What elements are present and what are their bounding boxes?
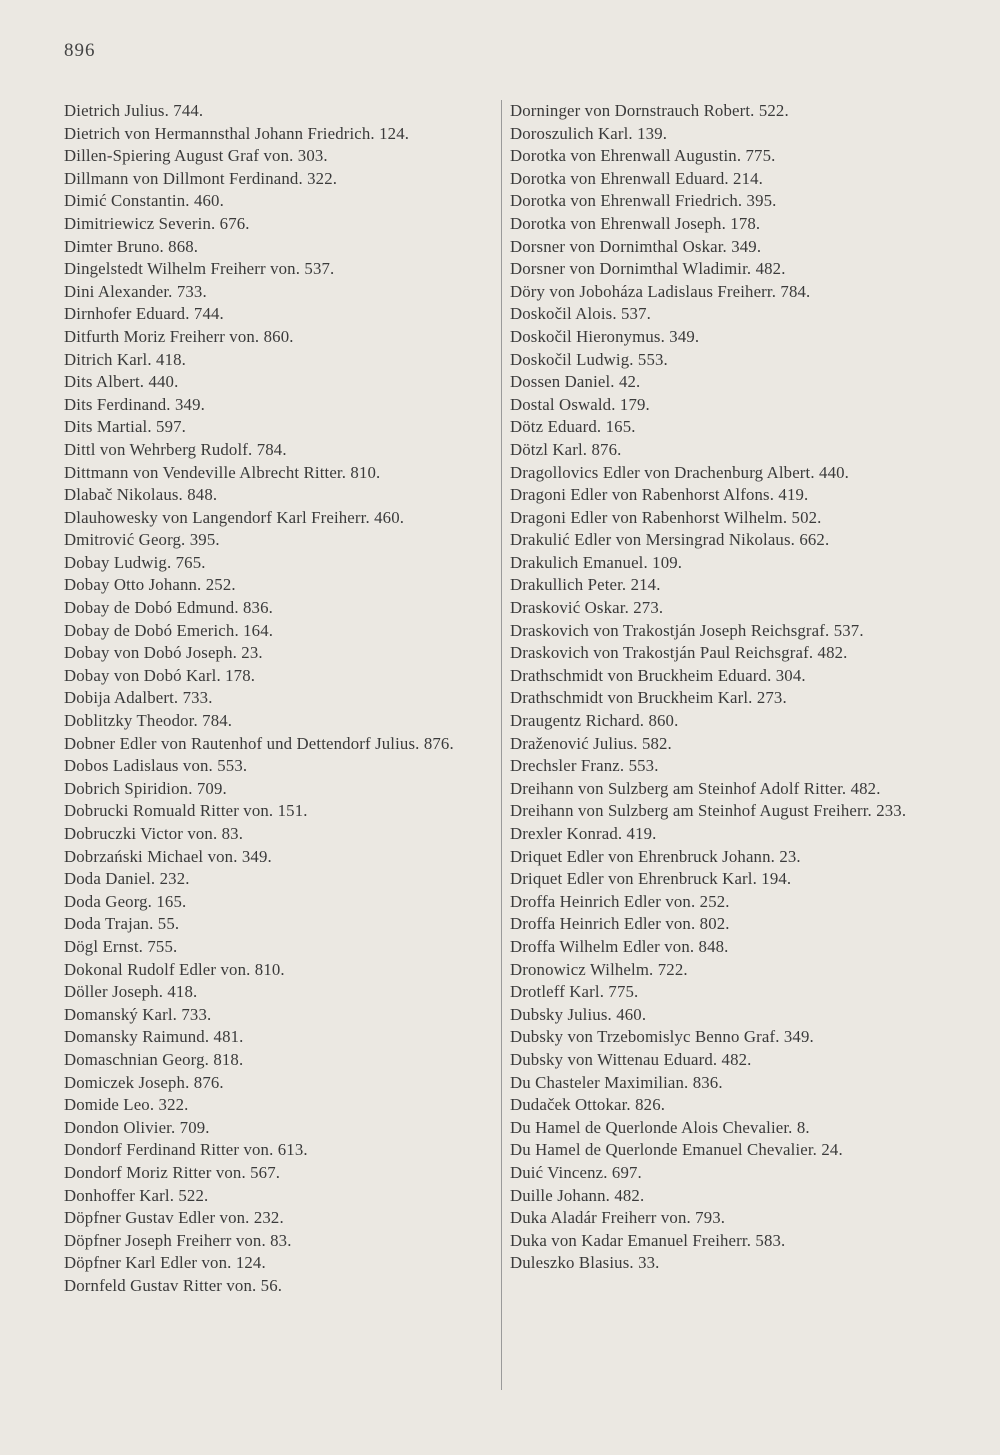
index-entry: Drotleff Karl. 775. [510, 982, 639, 1002]
index-column-left [64, 100, 492, 1297]
index-entry: Dreihann von Sulzberg am Steinhof Adolf Ritter. 482. [510, 778, 881, 798]
index-entry: Dingelstedt Wilhelm Freiherr von. 537. [64, 259, 335, 279]
index-entry: Dondorf Ferdinand Ritter von. 613. [64, 1140, 308, 1160]
index-entry: Droffa Wilhelm Edler von. 848. [510, 936, 729, 956]
index-column-right [496, 100, 936, 1275]
index-entry: Dudaček Ottokar. 826. [510, 1095, 666, 1115]
index-entry: Dorotka von Ehrenwall Augustin. 775. [510, 146, 776, 166]
index-entry: Duka Aladár Freiherr von. 793. [510, 1208, 726, 1228]
index-entry: Dini Alexander. 733. [64, 281, 207, 301]
index-entry: Ditrich Karl. 418. [64, 349, 187, 369]
index-entry: Dietrich Julius. 744. [64, 101, 204, 120]
index-entry: Dragollovics Edler von Drachenburg Albert. 440. [510, 462, 850, 482]
index-entry: Döpfner Joseph Freiherr von. 83. [64, 1230, 292, 1250]
index-entry: Dobija Adalbert. 733. [64, 688, 213, 708]
index-entry: Dorotka von Ehrenwall Joseph. 178. [510, 213, 761, 233]
index-entry: Draženović Julius. 582. [510, 733, 672, 753]
index-entry: Dits Ferdinand. 349. [64, 394, 205, 414]
index-entry: Dirnhofer Eduard. 744. [64, 304, 224, 324]
index-entry: Dobrzański Michael von. 349. [64, 846, 272, 866]
index-entry: Droffa Heinrich Edler von. 252. [510, 891, 730, 911]
index-entry: Doda Daniel. 232. [64, 869, 190, 889]
index-entry: Draskovich von Trakostján Paul Reichsgraf. 482. [510, 643, 848, 663]
index-entry: Draskovich von Trakostján Joseph Reichsgraf. 537. [510, 620, 864, 640]
index-entry: Doskočil Ludwig. 553. [510, 349, 668, 369]
index-entry: Dossen Daniel. 42. [510, 372, 641, 392]
index-entry: Dorninger von Dornstrauch Robert. 522. [510, 101, 789, 120]
index-entry: Dittmann von Vendeville Albrecht Ritter. 810. [64, 462, 381, 482]
index-entry: Dorsner von Dornimthal Wladimir. 482. [510, 259, 786, 279]
index-entry: Dietrich von Hermannsthal Johann Friedrich. 124. [64, 123, 410, 143]
index-entry: Domide Leo. 322. [64, 1095, 189, 1115]
index-entry: Doskočil Alois. 537. [510, 304, 651, 324]
index-entry: Dillmann von Dillmont Ferdinand. 322. [64, 168, 338, 188]
index-entry: Dobruczki Victor von. 83. [64, 824, 244, 843]
index-entry: Dorsner von Dornimthal Oskar. 349. [510, 236, 762, 256]
index-entry: Drexler Konrad. 419. [510, 824, 657, 843]
index-entry: Dmitrović Georg. 395. [64, 530, 220, 550]
page-number: 896 [64, 40, 96, 61]
index-entry: Dillen-Spiering August Graf von. 303. [64, 146, 328, 166]
index-entry: Dronowicz Wilhelm. 722. [510, 959, 688, 979]
index-entry: Duille Johann. 482. [510, 1185, 645, 1205]
index-entry: Draugentz Richard. 860. [510, 711, 679, 731]
index-entry: Drasković Oskar. 273. [510, 598, 664, 618]
index-entry: Dittl von Wehrberg Rudolf. 784. [64, 439, 287, 459]
index-entry: Dubsky von Trzebomislyc Benno Graf. 349. [510, 1027, 814, 1047]
index-entry: Drathschmidt von Bruckheim Eduard. 304. [510, 665, 806, 685]
index-entry: Driquet Edler von Ehrenbruck Karl. 194. [510, 869, 792, 889]
index-entry: Drakulich Emanuel. 109. [510, 552, 683, 572]
index-entry: Dubsky von Wittenau Eduard. 482. [510, 1049, 752, 1069]
index-entry: Dlauhowesky von Langendorf Karl Freiherr. 460. [64, 507, 405, 527]
index-entry: Doblitzky Theodor. 784. [64, 711, 233, 731]
index-entry: Drathschmidt von Bruckheim Karl. 273. [510, 688, 787, 708]
index-entry: Dötz Eduard. 165. [510, 417, 636, 437]
index-entry: Drechsler Franz. 553. [510, 756, 659, 776]
index-entry: Dragoni Edler von Rabenhorst Wilhelm. 502. [510, 507, 822, 527]
index-entry: Doda Trajan. 55. [64, 914, 180, 934]
index-entry: Droffa Heinrich Edler von. 802. [510, 914, 730, 934]
index-entry: Du Chasteler Maximilian. 836. [510, 1072, 723, 1092]
index-entry: Dits Martial. 597. [64, 417, 187, 437]
index-entry: Dobay Otto Johann. 252. [64, 575, 236, 595]
index-entry: Döpfner Karl Edler von. 124. [64, 1253, 266, 1273]
index-entry: Dragoni Edler von Rabenhorst Alfons. 419. [510, 485, 809, 505]
index-entry: Dobay von Dobó Joseph. 23. [64, 643, 263, 663]
index-entry: Doskočil Hieronymus. 349. [510, 326, 700, 346]
index-entry: Dondon Olivier. 709. [64, 1117, 210, 1137]
index-entry: Du Hamel de Querlonde Alois Chevalier. 8. [510, 1117, 810, 1137]
index-entry: Drakulić Edler von Mersingrad Nikolaus. 662. [510, 530, 830, 550]
index-entry: Domansky Raimund. 481. [64, 1027, 244, 1047]
index-entry: Dorotka von Ehrenwall Eduard. 214. [510, 168, 764, 188]
index-entry: Dögl Ernst. 755. [64, 936, 178, 956]
index-entry: Du Hamel de Querlonde Emanuel Chevalier. 24. [510, 1140, 843, 1160]
index-entry: Dlabač Nikolaus. 848. [64, 485, 218, 505]
index-entry: Dobner Edler von Rautenhof und Dettendorf Julius. 876. [64, 733, 454, 753]
index-entry: Donhoffer Karl. 522. [64, 1185, 209, 1205]
index-entry: Dits Albert. 440. [64, 372, 179, 392]
index-entry: Dobrucki Romuald Ritter von. 151. [64, 801, 308, 821]
index-entry: Döller Joseph. 418. [64, 982, 198, 1002]
index-entry: Dimitriewicz Severin. 676. [64, 213, 250, 233]
index-entry: Drakullich Peter. 214. [510, 575, 661, 595]
index-entry: Döpfner Gustav Edler von. 232. [64, 1208, 284, 1228]
index-entry: Dimter Bruno. 868. [64, 236, 199, 256]
index-entry: Ditfurth Moriz Freiherr von. 860. [64, 326, 294, 346]
index-entry: Duka von Kadar Emanuel Freiherr. 583. [510, 1230, 786, 1250]
index-entry: Dokonal Rudolf Edler von. 810. [64, 959, 285, 979]
index-entry: Domiczek Joseph. 876. [64, 1072, 224, 1092]
index-entry: Dorotka von Ehrenwall Friedrich. 395. [510, 191, 777, 211]
index-entry: Dobrich Spiridion. 709. [64, 778, 227, 798]
index-entry: Duić Vincenz. 697. [510, 1162, 642, 1182]
index-entry: Dornfeld Gustav Ritter von. 56. [64, 1275, 283, 1295]
index-entry: Dobay de Dobó Emerich. 164. [64, 620, 274, 640]
index-entry: Doda Georg. 165. [64, 891, 187, 911]
index-entry: Domanský Karl. 733. [64, 1004, 212, 1024]
index-entry: Dobay de Dobó Edmund. 836. [64, 598, 273, 618]
index-entry: Dötzl Karl. 876. [510, 439, 622, 459]
index-entry: Döry von Joboháza Ladislaus Freiherr. 784. [510, 281, 811, 301]
index-entry: Driquet Edler von Ehrenbruck Johann. 23. [510, 846, 801, 866]
index-entry: Domaschnian Georg. 818. [64, 1049, 244, 1069]
index-entry: Doroszulich Karl. 139. [510, 123, 668, 143]
index-entry: Dubsky Julius. 460. [510, 1004, 647, 1024]
index-entry: Duleszko Blasius. 33. [510, 1253, 660, 1273]
index-entry: Dimić Constantin. 460. [64, 191, 224, 211]
index-entry: Dobay Ludwig. 765. [64, 552, 206, 572]
index-entry: Dreihann von Sulzberg am Steinhof August Freiherr. 233. [510, 801, 907, 821]
index-entry: Dobay von Dobó Karl. 178. [64, 665, 256, 685]
index-entry: Dostal Oswald. 179. [510, 394, 650, 414]
index-entry: Dondorf Moriz Ritter von. 567. [64, 1162, 281, 1182]
index-entry: Dobos Ladislaus von. 553. [64, 756, 248, 776]
